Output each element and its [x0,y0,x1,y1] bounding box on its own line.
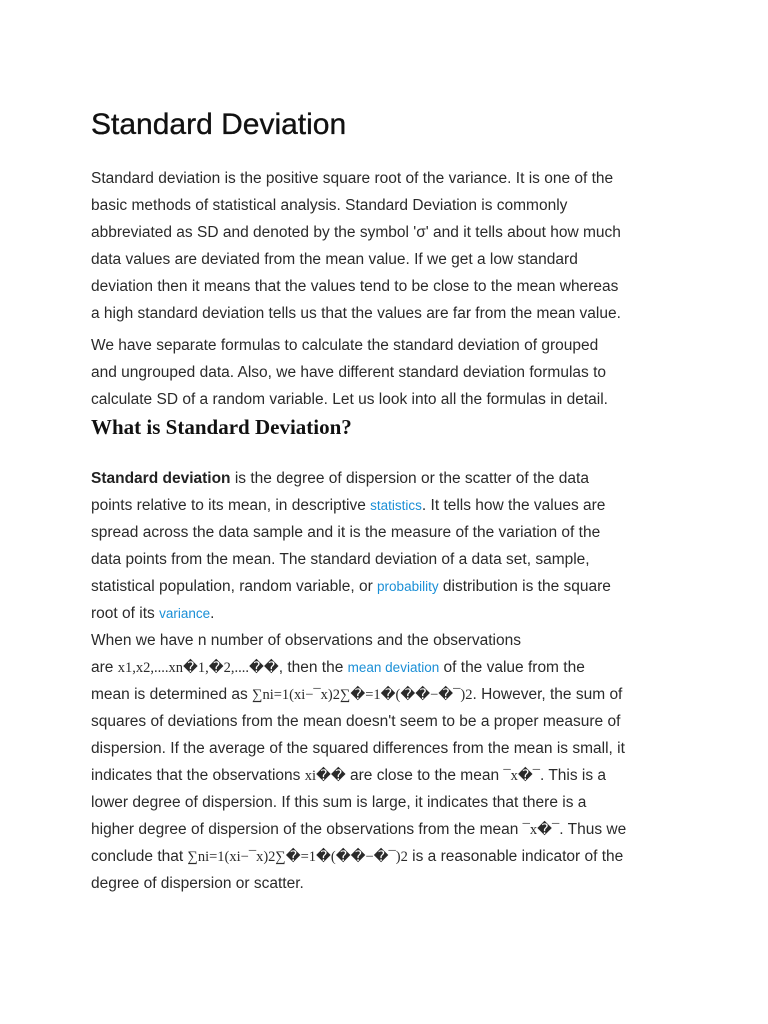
definition-text: higher degree of dispersion of the observations from the mean [91,821,523,838]
variance-link[interactable]: variance [159,606,211,621]
definition-text: . [210,605,215,622]
definition-line: data points from the mean. The standard deviation of a data set, sample, [91,551,590,568]
definition-line: lower degree of dispersion. If this sum is large, it indicates that there is a [91,794,587,811]
definition-text: is a reasonable indicator of the [407,848,624,865]
definition-text: . It tells how the values are [421,497,606,514]
definition-line [91,816,681,843]
definition-line [91,600,681,627]
definition-line: degree of dispersion or scatter. [91,875,304,892]
definition-text: indicates that the observations [91,767,305,784]
definition-text: are close to the mean [345,767,504,784]
definition-line: squares of deviations from the mean doesn't seem to be a proper measure of [91,713,621,730]
math-expression: ∑ni=1(xi−¯x)2∑�=1�(��−�¯)2 [252,687,473,703]
intro-line: deviation then it means that the values tend to be close to the mean whereas [91,278,619,295]
definition-text: are [91,659,118,676]
intro-paragraph [91,165,681,327]
definition-line [91,681,681,708]
definition-text: of the value from the [439,659,585,676]
formulas-intro-line: and ungrouped data. Also, we have different standard deviation formulas to [91,364,607,381]
definition-text: mean is determined as [91,686,253,703]
definition-line [91,654,681,681]
definition-text: , then the [278,659,348,676]
definition-line [91,762,681,789]
probability-link[interactable]: probability [377,579,439,594]
definition-paragraph [91,465,681,897]
mean-deviation-link[interactable]: mean deviation [347,660,440,675]
math-expression: ∑ni=1(xi−¯x)2∑�=1�(��−�¯)2 [187,849,408,865]
formulas-intro-paragraph [91,332,681,413]
definition-text: . This is a [540,767,607,784]
definition-text: conclude that [91,848,188,865]
definition-text: statistical population, random variable, or [91,578,378,595]
formulas-intro-line: calculate SD of a random variable. Let us look into all the formulas in detail. [91,391,608,408]
definition-line [91,465,681,492]
math-expression: ¯x�¯ [522,822,560,838]
definition-text: root of its [91,605,160,622]
math-expression: x1,x2,....xn�1,�2,....�� [117,660,279,676]
statistics-link[interactable]: statistics [370,498,422,513]
intro-line: Standard deviation is the positive square root of the variance. It is one of the [91,170,614,187]
formulas-intro-line: We have separate formulas to calculate the standard deviation of grouped [91,337,599,354]
intro-line: data values are deviated from the mean value. If we get a low standard [91,251,578,268]
definition-line: When we have n number of observations and the observations [91,632,521,649]
definition-text: points relative to its mean, in descriptive [91,497,371,514]
definition-line [91,843,681,870]
intro-line: basic methods of statistical analysis. Standard Deviation is commonly [91,197,568,214]
page-title: Standard Deviation [91,108,347,141]
definition-term: Standard deviation [91,470,231,487]
definition-line: dispersion. If the average of the squared differences from the mean is small, it [91,740,625,757]
definition-line [91,492,681,519]
definition-text: . However, the sum of [472,686,623,703]
definition-text: . Thus we [559,821,627,838]
math-expression: xi�� [304,768,346,784]
intro-line: abbreviated as SD and denoted by the symbol 'σ' and it tells about how much [91,224,621,241]
definition-line [91,573,681,600]
definition-text: distribution is the square [438,578,611,595]
math-expression: ¯x�¯ [503,768,540,784]
intro-line: a high standard deviation tells us that the values are far from the mean value. [91,305,621,322]
section-heading: What is Standard Deviation? [91,415,352,439]
definition-line: spread across the data sample and it is the measure of the variation of the [91,524,601,541]
definition-text: is the degree of dispersion or the scatter of the data [230,470,589,487]
